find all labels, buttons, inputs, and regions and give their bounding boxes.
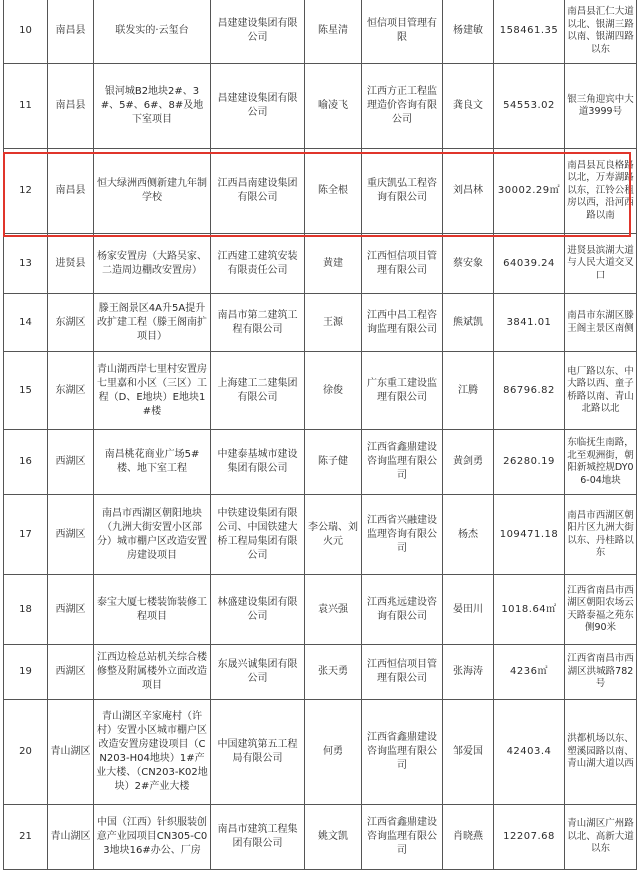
cell-builder: 江西昌南建设集团有限公司 <box>211 149 305 234</box>
cell-no: 18 <box>4 575 48 645</box>
cell-director: 杨建敏 <box>443 0 494 64</box>
cell-area: 30002.29㎡ <box>494 149 565 234</box>
cell-area: 1018.64㎡ <box>494 575 565 645</box>
cell-district: 进贤县 <box>48 234 94 294</box>
table-row <box>4 645 637 700</box>
cell-director: 肖晓燕 <box>443 805 494 870</box>
cell-manager: 何勇 <box>305 700 362 805</box>
cell-address: 东临抚生南路，北至观洲街，朝阳新城控规DY06-04地块 <box>565 430 637 495</box>
cell-builder: 南昌市建筑工程集团有限公司 <box>211 805 305 870</box>
cell-area: 64039.24 <box>494 234 565 294</box>
cell-manager: 袁兴强 <box>305 575 362 645</box>
cell-area: 26280.19 <box>494 430 565 495</box>
cell-director: 邹爱国 <box>443 700 494 805</box>
cell-address: 青山湖区广州路以北、高新大道以东 <box>565 805 637 870</box>
cell-supervisor: 重庆凯弘工程咨询有限公司 <box>362 149 443 234</box>
cell-district: 西湖区 <box>48 575 94 645</box>
cell-no: 12 <box>4 149 48 234</box>
cell-builder: 南昌市第二建筑工程有限公司 <box>211 294 305 352</box>
cell-no: 19 <box>4 645 48 700</box>
cell-manager: 陈全根 <box>305 149 362 234</box>
cell-district: 青山湖区 <box>48 805 94 870</box>
cell-manager: 张天勇 <box>305 645 362 700</box>
cell-builder: 东晟兴诚集团有限公司 <box>211 645 305 700</box>
cell-director: 晏田川 <box>443 575 494 645</box>
cell-project: 联发实的·云玺台 <box>94 0 211 64</box>
cell-project: 青山湖西岸七里村安置房七里嘉和小区（三区）工程（D、E地块）E地块1#楼 <box>94 352 211 430</box>
table-row <box>4 352 637 430</box>
cell-director: 张海涛 <box>443 645 494 700</box>
cell-builder: 江西建工建筑安装有限责任公司 <box>211 234 305 294</box>
cell-project: 杨家安置房（大路吴家、二造周边棚改安置房） <box>94 234 211 294</box>
cell-supervisor: 江西省鑫鼎建设咨询监理有限公司 <box>362 805 443 870</box>
cell-area: 3841.01 <box>494 294 565 352</box>
cell-manager: 王源 <box>305 294 362 352</box>
table-row <box>4 805 637 870</box>
cell-builder: 中国建筑第五工程局有限公司 <box>211 700 305 805</box>
cell-no: 11 <box>4 64 48 149</box>
cell-area: 54553.02 <box>494 64 565 149</box>
cell-project: 泰宝大厦七楼装饰装修工程项目 <box>94 575 211 645</box>
cell-no: 20 <box>4 700 48 805</box>
table-row <box>4 700 637 805</box>
cell-builder: 昌建建设集团有限公司 <box>211 64 305 149</box>
project-table <box>3 0 637 870</box>
cell-builder: 中建泰基城市建设集团有限公司 <box>211 430 305 495</box>
cell-project: 南昌市西湖区朝阳地块（九洲大街安置小区部分）城市棚户区改造安置房建设项目 <box>94 495 211 575</box>
cell-director: 龚良文 <box>443 64 494 149</box>
cell-no: 15 <box>4 352 48 430</box>
cell-manager: 徐俊 <box>305 352 362 430</box>
cell-address: 南昌县汇仁大道以北、银湖三路以南、银湖四路以东 <box>565 0 637 64</box>
table-row <box>4 0 637 64</box>
cell-director: 江腾 <box>443 352 494 430</box>
cell-address: 洪都机场以东、塑溪园路以南、青山湖大道以西 <box>565 700 637 805</box>
cell-district: 西湖区 <box>48 645 94 700</box>
table-row <box>4 294 637 352</box>
table-row <box>4 575 637 645</box>
cell-supervisor: 恒信项目管理有限 <box>362 0 443 64</box>
cell-project: 银河城B2地块2#、3#、5#、6#、8#及地下室项目 <box>94 64 211 149</box>
cell-supervisor: 广东重工建设监理有限公司 <box>362 352 443 430</box>
cell-manager: 喻凌飞 <box>305 64 362 149</box>
cell-project: 滕王阁景区4A升5A提升改扩建工程（滕王阁南扩项目） <box>94 294 211 352</box>
cell-address: 江西省南昌市西湖区洪城路782号 <box>565 645 637 700</box>
cell-no: 21 <box>4 805 48 870</box>
table-row <box>4 149 637 234</box>
cell-no: 16 <box>4 430 48 495</box>
cell-area: 42403.4 <box>494 700 565 805</box>
table-row <box>4 234 637 294</box>
cell-address: 南昌市东湖区滕王阁主景区南侧 <box>565 294 637 352</box>
cell-director: 刘昌林 <box>443 149 494 234</box>
cell-project: 中国（江西）针织服装创意产业园项目CN305-C03地块16#办公、厂房 <box>94 805 211 870</box>
cell-address: 南昌县瓦良格路以北，万寿湖路以东，江铃公租房以西，沿河西路以南 <box>565 149 637 234</box>
cell-director: 杨杰 <box>443 495 494 575</box>
cell-manager: 陈星清 <box>305 0 362 64</box>
cell-manager: 姚文凯 <box>305 805 362 870</box>
cell-address: 银三角迎宾中大道3999号 <box>565 64 637 149</box>
cell-area: 12207.68 <box>494 805 565 870</box>
cell-district: 西湖区 <box>48 430 94 495</box>
cell-project: 江西边检总站机关综合楼修整及附属楼外立面改造项目 <box>94 645 211 700</box>
cell-address: 进贤县滨湖大道与人民大道交叉口 <box>565 234 637 294</box>
table-row <box>4 64 637 149</box>
cell-builder: 林盛建设集团有限公司 <box>211 575 305 645</box>
cell-district: 南昌县 <box>48 0 94 64</box>
cell-district: 西湖区 <box>48 495 94 575</box>
cell-supervisor: 江西省鑫鼎建设咨询监理有限公司 <box>362 700 443 805</box>
cell-district: 东湖区 <box>48 294 94 352</box>
cell-builder: 昌建建设集团有限公司 <box>211 0 305 64</box>
cell-project: 南昌桃花商业广场5#楼、地下室工程 <box>94 430 211 495</box>
cell-supervisor: 江西兆远建设咨询有限公司 <box>362 575 443 645</box>
cell-no: 17 <box>4 495 48 575</box>
table-row <box>4 495 637 575</box>
cell-address: 江西省南昌市西湖区朝阳农场云天路泰福之苑东侧90米 <box>565 575 637 645</box>
cell-manager: 陈子健 <box>305 430 362 495</box>
cell-district: 南昌县 <box>48 149 94 234</box>
cell-area: 109471.18 <box>494 495 565 575</box>
cell-district: 东湖区 <box>48 352 94 430</box>
cell-area: 4236㎡ <box>494 645 565 700</box>
cell-area: 158461.35 <box>494 0 565 64</box>
cell-district: 南昌县 <box>48 64 94 149</box>
table-body <box>4 0 637 870</box>
cell-builder: 上海建工二建集团有限公司 <box>211 352 305 430</box>
table-row <box>4 430 637 495</box>
cell-director: 黄剑勇 <box>443 430 494 495</box>
cell-district: 青山湖区 <box>48 700 94 805</box>
cell-manager: 黄建 <box>305 234 362 294</box>
cell-area: 86796.82 <box>494 352 565 430</box>
cell-no: 13 <box>4 234 48 294</box>
cell-manager: 李公瑞、刘火元 <box>305 495 362 575</box>
cell-supervisor: 江西省鑫鼎建设咨询监理有限公司 <box>362 430 443 495</box>
cell-director: 蔡安象 <box>443 234 494 294</box>
cell-project: 恒大绿洲西侧新建九年制学校 <box>94 149 211 234</box>
cell-address: 电厂路以东、中大路以西、童子桥路以南、青山北路以北 <box>565 352 637 430</box>
cell-project: 青山湖区辛家庵村（许村）安置小区城市棚户区改造安置房建设项目（CN203-H04地块）1#产业大楼、（CN203-K02地块）2#产业大楼 <box>94 700 211 805</box>
cell-no: 14 <box>4 294 48 352</box>
cell-supervisor: 江西恒信项目管理有限公司 <box>362 645 443 700</box>
cell-supervisor: 江西中昌工程咨询监理有限公司 <box>362 294 443 352</box>
cell-director: 熊斌凯 <box>443 294 494 352</box>
cell-builder: 中铁建设集团有限公司、中国铁建大桥工程局集团有限公司 <box>211 495 305 575</box>
cell-no: 10 <box>4 0 48 64</box>
cell-supervisor: 江西恒信项目管理有限公司 <box>362 234 443 294</box>
cell-address: 南昌市西湖区朝阳片区九洲大街以东、丹桂路以东 <box>565 495 637 575</box>
cell-supervisor: 江西方正工程监理造价咨询有限公司 <box>362 64 443 149</box>
cell-supervisor: 江西省兴融建设监理咨询有限公司 <box>362 495 443 575</box>
